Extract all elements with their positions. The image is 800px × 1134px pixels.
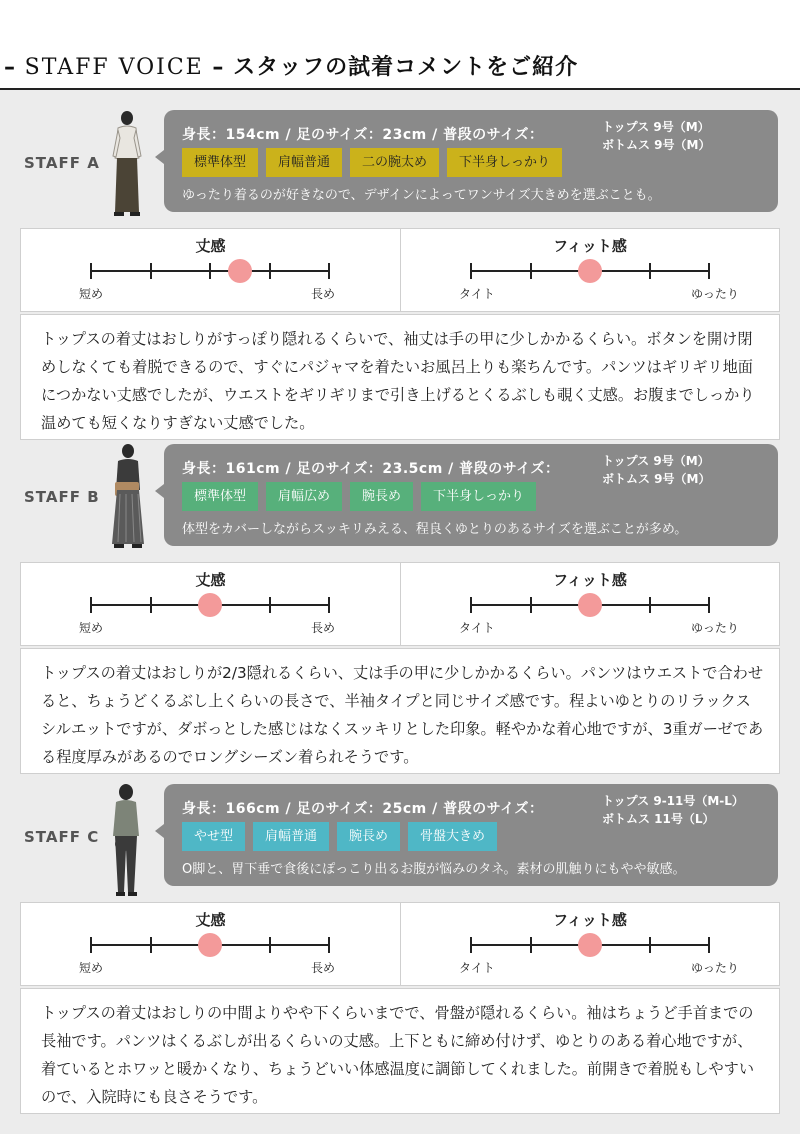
length-scale bbox=[91, 597, 329, 613]
fit-rating-title: フィット感 bbox=[553, 571, 627, 589]
staff-description: ゆったり着るのが好きなので、デザインによってワンサイズ大きめを選ぶことも。 bbox=[182, 188, 661, 203]
fit-min-label: タイト bbox=[459, 961, 495, 975]
fit-max-label: ゆったり bbox=[691, 287, 739, 301]
length-max-label: 長め bbox=[311, 287, 336, 301]
size-bottoms: ボトムス 9号（M） bbox=[602, 472, 711, 486]
body-tag: 二の腕太め bbox=[350, 148, 439, 177]
body-tag: 肩幅普通 bbox=[266, 148, 342, 177]
rating-panel bbox=[20, 562, 780, 646]
rating-marker bbox=[198, 933, 222, 957]
body-tag: やせ型 bbox=[182, 822, 245, 851]
length-scale bbox=[91, 937, 329, 953]
length-rating bbox=[21, 563, 400, 645]
scale-tick bbox=[150, 937, 152, 953]
rating-marker bbox=[578, 259, 602, 283]
staff-usual-sizes bbox=[602, 118, 710, 154]
fit-rating bbox=[400, 229, 779, 311]
length-min-label: 短め bbox=[79, 287, 104, 301]
size-tops: トップス 9号（M） bbox=[602, 454, 710, 468]
staff-profile-bubble bbox=[164, 444, 778, 546]
staff-label: STAFF A bbox=[24, 154, 100, 172]
rating-marker bbox=[578, 593, 602, 617]
scale-tick bbox=[530, 937, 532, 953]
length-max-label: 長め bbox=[311, 621, 336, 635]
scale-tick bbox=[90, 263, 92, 279]
scale-tick bbox=[150, 597, 152, 613]
staff-description: O脚と、胃下垂で食後にぽっこり出るお腹が悩みのタネ。素材の肌触りにもやや敏感。 bbox=[182, 862, 686, 877]
scale-tick bbox=[269, 597, 271, 613]
length-rating-title: 丈感 bbox=[195, 237, 226, 255]
staff-comment: トップスの着丈はおしりが2/3隠れるくらい、丈は手の甲に少しかかるくらい。パンツはウエストで合わせると、ちょうどくるぶし上くらいの長さで、半袖タイプと同じサイズ感です。程よいゆとりのリラックスシルエットですが、ダボっとした感じはなくスッキリとした印象。軽やかな着心地ですが、3重ガーゼである程度厚みがあるのでロングシーズン着られそうです。 bbox=[20, 648, 780, 774]
length-rating bbox=[21, 229, 400, 311]
staff-c-photo bbox=[104, 782, 150, 898]
fit-scale bbox=[471, 597, 709, 613]
scale-tick bbox=[328, 263, 330, 279]
staff-label: STAFF B bbox=[24, 488, 100, 506]
length-min-label: 短め bbox=[79, 961, 104, 975]
scale-tick bbox=[150, 263, 152, 279]
scale-tick bbox=[708, 597, 710, 613]
rating-panel bbox=[20, 902, 780, 986]
body-tag: 標準体型 bbox=[182, 148, 258, 177]
scale-tick bbox=[708, 937, 710, 953]
size-tops: トップス 9号（M） bbox=[602, 120, 710, 134]
rating-marker bbox=[578, 933, 602, 957]
fit-scale bbox=[471, 263, 709, 279]
staff-usual-sizes bbox=[602, 792, 744, 828]
fit-rating bbox=[400, 903, 779, 985]
body-tag: 腕長め bbox=[350, 482, 413, 511]
length-rating-title: 丈感 bbox=[195, 911, 226, 929]
scale-tick bbox=[328, 937, 330, 953]
page-header bbox=[0, 0, 800, 90]
size-bottoms: ボトムス 9号（M） bbox=[602, 138, 711, 152]
rating-marker bbox=[198, 593, 222, 617]
staff-profile-bubble bbox=[164, 110, 778, 212]
staff-stats: 身長：161cm / 足のサイズ：23.5cm / 普段のサイズ： bbox=[182, 461, 560, 477]
body-tag: 腕長め bbox=[337, 822, 400, 851]
staff-label: STAFF C bbox=[24, 828, 100, 846]
staff-voice-panel bbox=[0, 90, 800, 1134]
body-tag: 肩幅広め bbox=[266, 482, 342, 511]
fit-rating bbox=[400, 563, 779, 645]
size-tops: トップス 9-11号（M-L） bbox=[602, 794, 744, 808]
length-max-label: 長め bbox=[311, 961, 336, 975]
staff-description: 体型をカバーしながらスッキリみえる、程良くゆとりのあるサイズを選ぶことが多め。 bbox=[182, 522, 688, 537]
section-title-en: STAFF VOICE bbox=[24, 55, 204, 80]
staff-comment: トップスの着丈はおしりがすっぽり隠れるくらいで、袖丈は手の甲に少しかかるくらい。ボタンを開け閉めしなくても着脱できるので、すぐにパジャマを着たいお風呂上りも楽ちんです。パンツはギリギリ地面につかない丈感でしたが、ウエストをギリギリまで引き上げるとくるぶしも覗く丈感。お腹までしっかり温めても短くなりすぎない丈感でした。 bbox=[20, 314, 780, 440]
fit-scale bbox=[471, 937, 709, 953]
scale-tick bbox=[649, 263, 651, 279]
length-rating bbox=[21, 903, 400, 985]
body-tag: 肩幅普通 bbox=[253, 822, 329, 851]
scale-tick bbox=[649, 937, 651, 953]
section-title-ja: スタッフの試着コメントをご紹介 bbox=[233, 55, 579, 80]
scale-tick bbox=[470, 263, 472, 279]
scale-tick bbox=[269, 263, 271, 279]
scale-tick bbox=[708, 263, 710, 279]
staff-b-photo bbox=[106, 442, 152, 550]
scale-tick bbox=[90, 937, 92, 953]
length-scale bbox=[91, 263, 329, 279]
staff-stats: 身長：166cm / 足のサイズ：25cm / 普段のサイズ： bbox=[182, 801, 544, 817]
scale-tick bbox=[649, 597, 651, 613]
staff-a-photo bbox=[104, 108, 150, 220]
body-tag: 下半身しっかり bbox=[421, 482, 536, 511]
size-bottoms: ボトムス 11号（L） bbox=[602, 812, 715, 826]
body-type-tags bbox=[182, 482, 536, 511]
scale-tick bbox=[90, 597, 92, 613]
staff-comment: トップスの着丈はおしりの中間よりやや下くらいまでで、骨盤が隠れるくらい。袖はちょうど手首までの長袖です。パンツはくるぶしが出るくらいの丈感。上下ともに締め付けず、ゆとりのある着心地ですが、着ているとホワッと暖かくなり、ちょうどいい体感温度に調節してくれました。前開きで着脱もしやすいので、入院時にも良さそうです。 bbox=[20, 988, 780, 1114]
fit-min-label: タイト bbox=[459, 287, 495, 301]
length-min-label: 短め bbox=[79, 621, 104, 635]
body-type-tags bbox=[182, 822, 497, 851]
rating-panel bbox=[20, 228, 780, 312]
body-tag: 標準体型 bbox=[182, 482, 258, 511]
scale-tick bbox=[530, 597, 532, 613]
staff-profile-bubble bbox=[164, 784, 778, 886]
fit-max-label: ゆったり bbox=[691, 621, 739, 635]
scale-tick bbox=[209, 263, 211, 279]
body-tag: 骨盤大きめ bbox=[408, 822, 497, 851]
scale-tick bbox=[269, 937, 271, 953]
fit-rating-title: フィット感 bbox=[553, 911, 627, 929]
fit-rating-title: フィット感 bbox=[553, 237, 627, 255]
rating-marker bbox=[228, 259, 252, 283]
scale-tick bbox=[530, 263, 532, 279]
fit-min-label: タイト bbox=[459, 621, 495, 635]
length-rating-title: 丈感 bbox=[195, 571, 226, 589]
fit-max-label: ゆったり bbox=[691, 961, 739, 975]
body-tag: 下半身しっかり bbox=[447, 148, 562, 177]
staff-usual-sizes bbox=[602, 452, 710, 488]
scale-tick bbox=[328, 597, 330, 613]
section-title: – STAFF VOICE – スタッフの試着コメントをご紹介 bbox=[4, 55, 579, 80]
scale-tick bbox=[470, 597, 472, 613]
body-type-tags bbox=[182, 148, 562, 177]
scale-tick bbox=[470, 937, 472, 953]
staff-stats: 身長：154cm / 足のサイズ：23cm / 普段のサイズ： bbox=[182, 127, 544, 143]
